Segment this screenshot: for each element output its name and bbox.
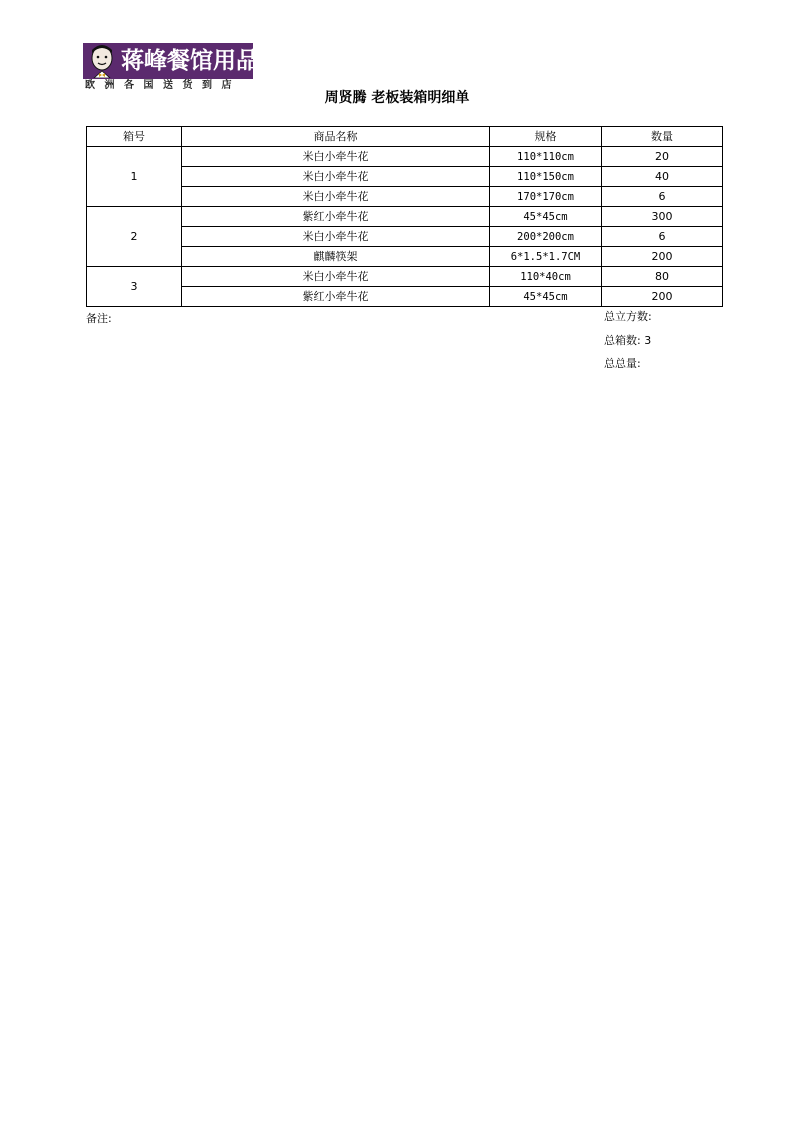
table-row xyxy=(87,147,723,167)
total-volume-label: 总立方数: xyxy=(604,310,652,323)
quantity-cell: 6 xyxy=(602,227,723,247)
table-row xyxy=(87,287,723,307)
box-number-cell: 2 xyxy=(87,207,182,267)
total-boxes xyxy=(604,334,651,348)
remarks-label: 备注: xyxy=(86,312,112,325)
spec-cell: 45*45cm xyxy=(490,287,602,307)
table-row xyxy=(87,167,723,187)
table-row xyxy=(87,207,723,227)
spec-cell: 200*200cm xyxy=(490,227,602,247)
table-row xyxy=(87,247,723,267)
box-number-cell: 1 xyxy=(87,147,182,207)
document-title: 周贤腾 老板装箱明细单 xyxy=(324,90,470,106)
product-name-cell: 米白小牵牛花 xyxy=(182,167,490,187)
header-quantity: 数量 xyxy=(602,127,723,147)
spec-cell: 45*45cm xyxy=(490,207,602,227)
header-spec: 规格 xyxy=(490,127,602,147)
spec-cell: 110*150cm xyxy=(490,167,602,187)
table-row xyxy=(87,267,723,287)
box-number-cell: 3 xyxy=(87,267,182,307)
product-name-cell: 紫红小牵牛花 xyxy=(182,207,490,227)
packing-list-table xyxy=(86,126,723,307)
quantity-cell: 200 xyxy=(602,247,723,267)
product-name-cell: 麒麟筷架 xyxy=(182,247,490,267)
table-header-row xyxy=(87,127,723,147)
product-name-cell: 米白小牵牛花 xyxy=(182,187,490,207)
header-product-name: 商品名称 xyxy=(182,127,490,147)
company-logo xyxy=(83,43,259,93)
logo-company-name: 蒋峰餐馆用品 xyxy=(121,48,259,74)
product-name-cell: 紫红小牵牛花 xyxy=(182,287,490,307)
table-row xyxy=(87,187,723,207)
quantity-cell: 6 xyxy=(602,187,723,207)
table-row xyxy=(87,227,723,247)
total-boxes-value: 3 xyxy=(644,334,652,347)
quantity-cell: 300 xyxy=(602,207,723,227)
quantity-cell: 20 xyxy=(602,147,723,167)
quantity-cell: 200 xyxy=(602,287,723,307)
logo-tagline: 欧洲各国送货到店 xyxy=(85,80,241,91)
quantity-cell: 40 xyxy=(602,167,723,187)
portrait-icon xyxy=(85,44,119,78)
product-name-cell: 米白小牵牛花 xyxy=(182,147,490,167)
spec-cell: 110*40cm xyxy=(490,267,602,287)
total-weight-label: 总总量: xyxy=(604,357,641,370)
product-name-cell: 米白小牵牛花 xyxy=(182,227,490,247)
quantity-cell: 80 xyxy=(602,267,723,287)
spec-cell: 6*1.5*1.7CM xyxy=(490,247,602,267)
spec-cell: 170*170cm xyxy=(490,187,602,207)
spec-cell: 110*110cm xyxy=(490,147,602,167)
total-boxes-label: 总箱数: xyxy=(604,334,641,347)
product-name-cell: 米白小牵牛花 xyxy=(182,267,490,287)
header-box-no: 箱号 xyxy=(87,127,182,147)
